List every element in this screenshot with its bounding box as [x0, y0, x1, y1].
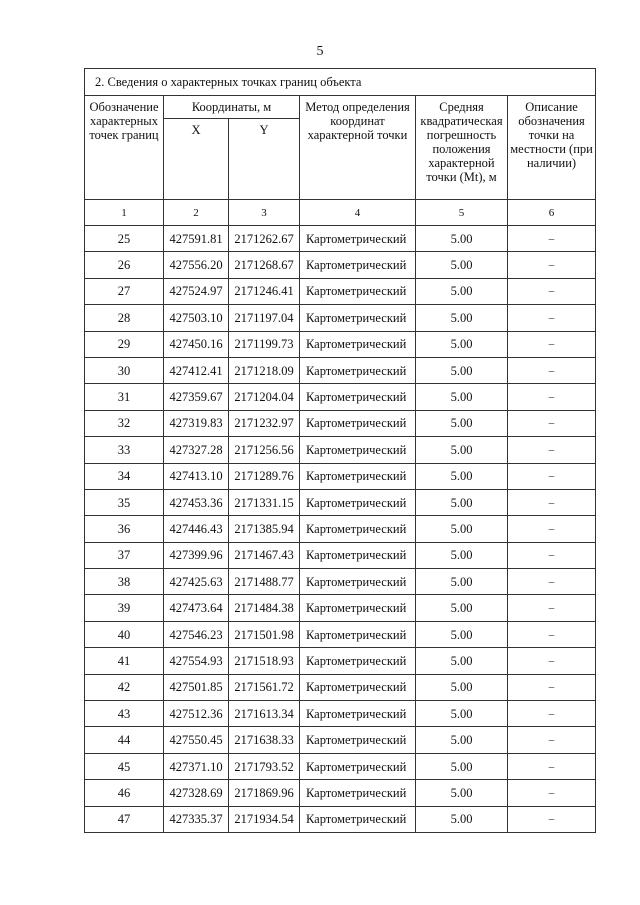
- header-coordinates: Координаты, м: [164, 96, 300, 119]
- table-row: [85, 674, 596, 700]
- cell-method: Картометрический: [300, 489, 416, 515]
- table-row: [85, 305, 596, 331]
- cell-description: –: [508, 226, 596, 252]
- column-number: 2: [164, 200, 229, 226]
- cell-point-number: 30: [85, 357, 164, 383]
- table-row: [85, 463, 596, 489]
- cell-method: Картометрический: [300, 595, 416, 621]
- cell-coord-x: 427399.96: [164, 542, 229, 568]
- cell-coord-y: 2171246.41: [229, 278, 300, 304]
- cell-coord-x: 427412.41: [164, 357, 229, 383]
- cell-description: –: [508, 278, 596, 304]
- cell-accuracy: 5.00: [416, 226, 508, 252]
- cell-coord-x: 427371.10: [164, 753, 229, 779]
- cell-method: Картометрический: [300, 701, 416, 727]
- cell-method: Картометрический: [300, 226, 416, 252]
- header-y: Y: [229, 119, 300, 200]
- header-description: Описание обозначения точки на местности (при наличии): [508, 96, 596, 200]
- cell-coord-x: 427327.28: [164, 437, 229, 463]
- cell-description: –: [508, 674, 596, 700]
- cell-coord-y: 2171869.96: [229, 780, 300, 806]
- column-number: 6: [508, 200, 596, 226]
- cell-point-number: 39: [85, 595, 164, 621]
- cell-description: –: [508, 753, 596, 779]
- cell-point-number: 29: [85, 331, 164, 357]
- cell-method: Картометрический: [300, 516, 416, 542]
- column-number: 4: [300, 200, 416, 226]
- column-number: 1: [85, 200, 164, 226]
- cell-accuracy: 5.00: [416, 410, 508, 436]
- cell-point-number: 35: [85, 489, 164, 515]
- cell-point-number: 28: [85, 305, 164, 331]
- header-x: X: [164, 119, 229, 200]
- cell-description: –: [508, 489, 596, 515]
- cell-coord-y: 2171262.67: [229, 226, 300, 252]
- cell-method: Картометрический: [300, 621, 416, 647]
- cell-accuracy: 5.00: [416, 701, 508, 727]
- cell-accuracy: 5.00: [416, 727, 508, 753]
- table-row: [85, 727, 596, 753]
- cell-description: –: [508, 727, 596, 753]
- cell-method: Картометрический: [300, 357, 416, 383]
- cell-point-number: 44: [85, 727, 164, 753]
- table-row: [85, 701, 596, 727]
- table-row: [85, 226, 596, 252]
- cell-point-number: 40: [85, 621, 164, 647]
- cell-method: Картометрический: [300, 753, 416, 779]
- cell-coord-y: 2171613.34: [229, 701, 300, 727]
- cell-coord-y: 2171638.33: [229, 727, 300, 753]
- cell-description: –: [508, 357, 596, 383]
- cell-accuracy: 5.00: [416, 489, 508, 515]
- cell-accuracy: 5.00: [416, 278, 508, 304]
- cell-method: Картометрический: [300, 278, 416, 304]
- cell-coord-y: 2171218.09: [229, 357, 300, 383]
- cell-coord-y: 2171331.15: [229, 489, 300, 515]
- cell-coord-x: 427503.10: [164, 305, 229, 331]
- cell-method: Картометрический: [300, 806, 416, 832]
- cell-coord-x: 427473.64: [164, 595, 229, 621]
- cell-method: Картометрический: [300, 569, 416, 595]
- cell-accuracy: 5.00: [416, 595, 508, 621]
- cell-point-number: 47: [85, 806, 164, 832]
- cell-coord-y: 2171561.72: [229, 674, 300, 700]
- cell-coord-y: 2171934.54: [229, 806, 300, 832]
- cell-description: –: [508, 252, 596, 278]
- cell-coord-x: 427591.81: [164, 226, 229, 252]
- cell-description: –: [508, 806, 596, 832]
- cell-accuracy: 5.00: [416, 674, 508, 700]
- cell-coord-y: 2171197.04: [229, 305, 300, 331]
- cell-accuracy: 5.00: [416, 542, 508, 568]
- cell-point-number: 25: [85, 226, 164, 252]
- cell-description: –: [508, 384, 596, 410]
- cell-accuracy: 5.00: [416, 780, 508, 806]
- cell-coord-x: 427501.85: [164, 674, 229, 700]
- cell-point-number: 42: [85, 674, 164, 700]
- cell-coord-x: 427319.83: [164, 410, 229, 436]
- cell-description: –: [508, 410, 596, 436]
- table-row: [85, 331, 596, 357]
- cell-accuracy: 5.00: [416, 384, 508, 410]
- cell-coord-y: 2171467.43: [229, 542, 300, 568]
- cell-method: Картометрический: [300, 331, 416, 357]
- cell-point-number: 41: [85, 648, 164, 674]
- cell-point-number: 34: [85, 463, 164, 489]
- boundary-points-table: [84, 68, 596, 833]
- cell-method: Картометрический: [300, 674, 416, 700]
- cell-method: Картометрический: [300, 305, 416, 331]
- cell-accuracy: 5.00: [416, 569, 508, 595]
- cell-coord-y: 2171256.56: [229, 437, 300, 463]
- cell-coord-y: 2171204.04: [229, 384, 300, 410]
- cell-description: –: [508, 437, 596, 463]
- cell-coord-y: 2171793.52: [229, 753, 300, 779]
- cell-description: –: [508, 305, 596, 331]
- cell-point-number: 32: [85, 410, 164, 436]
- table-row: [85, 621, 596, 647]
- cell-coord-x: 427335.37: [164, 806, 229, 832]
- cell-coord-x: 427554.93: [164, 648, 229, 674]
- cell-method: Картометрический: [300, 780, 416, 806]
- table-row: [85, 595, 596, 621]
- cell-method: Картометрический: [300, 252, 416, 278]
- cell-description: –: [508, 648, 596, 674]
- cell-method: Картометрический: [300, 384, 416, 410]
- cell-accuracy: 5.00: [416, 516, 508, 542]
- header-accuracy: Средняя квадратическая погрешность положения характерной точки (Mt), м: [416, 96, 508, 200]
- column-number: 3: [229, 200, 300, 226]
- cell-coord-x: 427556.20: [164, 252, 229, 278]
- cell-description: –: [508, 516, 596, 542]
- cell-description: –: [508, 701, 596, 727]
- cell-coord-y: 2171289.76: [229, 463, 300, 489]
- cell-point-number: 38: [85, 569, 164, 595]
- cell-coord-y: 2171385.94: [229, 516, 300, 542]
- cell-coord-y: 2171484.38: [229, 595, 300, 621]
- cell-accuracy: 5.00: [416, 648, 508, 674]
- cell-accuracy: 5.00: [416, 463, 508, 489]
- cell-coord-y: 2171199.73: [229, 331, 300, 357]
- page-number: 5: [316, 44, 324, 59]
- header-point-designation: Обозначение характерных точек границ: [85, 96, 164, 200]
- cell-coord-y: 2171232.97: [229, 410, 300, 436]
- cell-accuracy: 5.00: [416, 252, 508, 278]
- cell-description: –: [508, 621, 596, 647]
- cell-coord-x: 427512.36: [164, 701, 229, 727]
- cell-coord-x: 427546.23: [164, 621, 229, 647]
- cell-coord-y: 2171518.93: [229, 648, 300, 674]
- cell-description: –: [508, 463, 596, 489]
- table-row: [85, 410, 596, 436]
- cell-description: –: [508, 331, 596, 357]
- table-row: [85, 437, 596, 463]
- cell-description: –: [508, 569, 596, 595]
- cell-coord-x: 427450.16: [164, 331, 229, 357]
- cell-point-number: 46: [85, 780, 164, 806]
- table-row: [85, 753, 596, 779]
- cell-coord-x: 427550.45: [164, 727, 229, 753]
- cell-coord-y: 2171488.77: [229, 569, 300, 595]
- cell-description: –: [508, 542, 596, 568]
- table-caption: 2. Сведения о характерных точках границ объекта: [85, 69, 596, 96]
- cell-coord-y: 2171501.98: [229, 621, 300, 647]
- cell-coord-x: 427524.97: [164, 278, 229, 304]
- cell-method: Картометрический: [300, 437, 416, 463]
- cell-coord-y: 2171268.67: [229, 252, 300, 278]
- cell-accuracy: 5.00: [416, 753, 508, 779]
- cell-point-number: 37: [85, 542, 164, 568]
- cell-method: Картометрический: [300, 648, 416, 674]
- table-row: [85, 569, 596, 595]
- table-row: [85, 806, 596, 832]
- cell-method: Картометрический: [300, 410, 416, 436]
- cell-coord-x: 427425.63: [164, 569, 229, 595]
- cell-coord-x: 427359.67: [164, 384, 229, 410]
- table-row: [85, 542, 596, 568]
- cell-point-number: 43: [85, 701, 164, 727]
- table-row: [85, 252, 596, 278]
- cell-coord-x: 427453.36: [164, 489, 229, 515]
- cell-accuracy: 5.00: [416, 357, 508, 383]
- cell-coord-x: 427328.69: [164, 780, 229, 806]
- table-row: [85, 516, 596, 542]
- cell-method: Картометрический: [300, 542, 416, 568]
- cell-description: –: [508, 780, 596, 806]
- cell-accuracy: 5.00: [416, 806, 508, 832]
- cell-description: –: [508, 595, 596, 621]
- cell-point-number: 36: [85, 516, 164, 542]
- cell-accuracy: 5.00: [416, 621, 508, 647]
- cell-method: Картометрический: [300, 727, 416, 753]
- table-row: [85, 384, 596, 410]
- header-method: Метод определения координат характерной точки: [300, 96, 416, 200]
- cell-accuracy: 5.00: [416, 305, 508, 331]
- cell-point-number: 27: [85, 278, 164, 304]
- table-row: [85, 780, 596, 806]
- table-row: [85, 278, 596, 304]
- cell-method: Картометрический: [300, 463, 416, 489]
- cell-point-number: 45: [85, 753, 164, 779]
- cell-point-number: 31: [85, 384, 164, 410]
- cell-coord-x: 427446.43: [164, 516, 229, 542]
- cell-accuracy: 5.00: [416, 437, 508, 463]
- cell-point-number: 26: [85, 252, 164, 278]
- cell-accuracy: 5.00: [416, 331, 508, 357]
- cell-coord-x: 427413.10: [164, 463, 229, 489]
- table-row: [85, 357, 596, 383]
- column-number: 5: [416, 200, 508, 226]
- table-row: [85, 648, 596, 674]
- cell-point-number: 33: [85, 437, 164, 463]
- table-row: [85, 489, 596, 515]
